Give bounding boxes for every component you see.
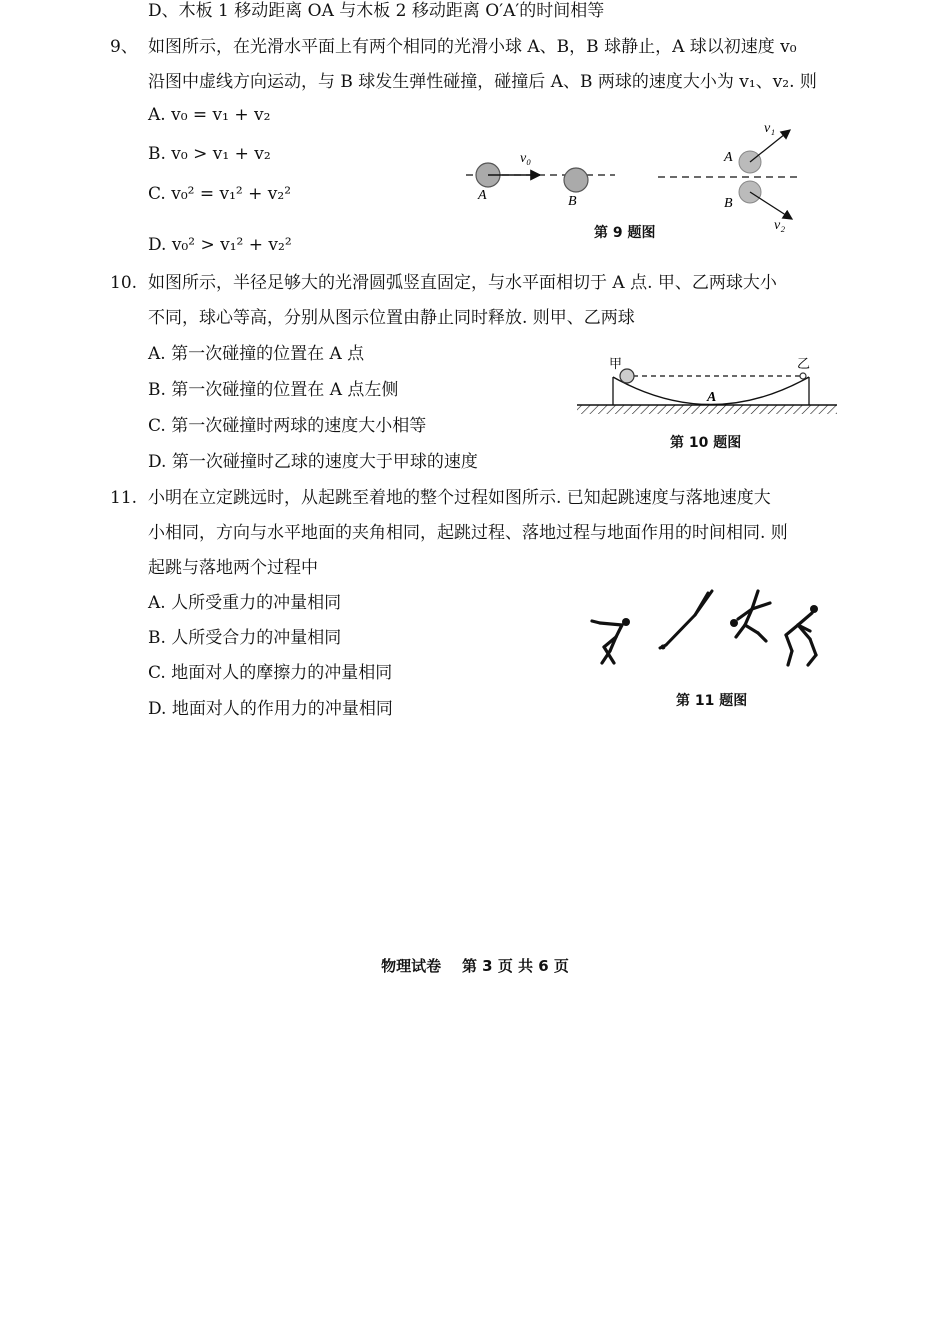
q11-stem-line3: 起跳与落地两个过程中 xyxy=(148,558,318,578)
q9-label-v1: v₁ xyxy=(764,121,776,136)
q9-label-b-right: B xyxy=(724,196,733,211)
q11-stem-line1: 小明在立定跳远时，从起跳至着地的整个过程如图所示. 已知起跳速度与落地速度大 xyxy=(148,488,771,508)
q10-ground-hatch xyxy=(577,405,837,414)
q11-number: 11. xyxy=(110,488,138,508)
q10-ball-yi xyxy=(800,373,806,379)
q9-number: 9、 xyxy=(110,37,138,57)
q9-option-d: D. v₀² > v₁² + v₂² xyxy=(148,235,292,255)
q10-caption: 第 10 题图 xyxy=(670,435,742,451)
q10-label-yi: 乙 xyxy=(797,357,811,372)
q11-caption: 第 11 题图 xyxy=(676,693,748,709)
q10-option-b: B. 第一次碰撞的位置在 A 点左侧 xyxy=(148,380,399,400)
q10-ball-jia xyxy=(620,369,634,383)
q9-label-v0: v₀ xyxy=(520,151,532,166)
q9-ball-b-before xyxy=(564,168,588,192)
q10-label-jia: 甲 xyxy=(609,357,623,372)
q11-option-c: C. 地面对人的摩擦力的冲量相同 xyxy=(148,663,393,683)
q10-figure xyxy=(575,352,840,422)
q11-option-a: A. 人所受重力的冲量相同 xyxy=(148,593,342,613)
q10-stem-line1: 如图所示，半径足够大的光滑圆弧竖直固定，与水平面相切于 A 点. 甲、乙两球大小 xyxy=(148,273,777,293)
q11-stem-line2: 小相同，方向与水平地面的夹角相同，起跳过程、落地过程与地面作用的时间相同. 则 xyxy=(148,523,788,543)
jumper-takeoff xyxy=(660,591,712,650)
q9-option-c: C. v₀² = v₁² + v₂² xyxy=(148,184,292,204)
q11-figure xyxy=(590,585,830,670)
q9-stem-line2: 沿图中虚线方向运动，与 B 球发生弹性碰撞，碰撞后 A、B 两球的速度大小为 v₁、v₂. 则 xyxy=(148,72,817,92)
q10-option-d: D. 第一次碰撞时乙球的速度大于甲球的速度 xyxy=(148,452,478,472)
jumper-crouch xyxy=(592,618,630,663)
q9-label-v2: v₂ xyxy=(774,218,786,233)
q10-stem-line2: 不同，球心等高，分别从图示位置由静止同时释放. 则甲、乙两球 xyxy=(148,308,635,328)
jumper-flight xyxy=(730,591,770,641)
page-footer: 物理试卷 第 3 页 共 6 页 xyxy=(381,957,569,975)
q9-option-a: A. v₀ = v₁ + v₂ xyxy=(148,105,271,125)
q9-option-b: B. v₀ > v₁ + v₂ xyxy=(148,144,271,164)
q9-caption: 第 9 题图 xyxy=(594,225,656,241)
q11-option-b: B. 人所受合力的冲量相同 xyxy=(148,628,342,648)
q9-label-a-left: A xyxy=(478,188,487,203)
jumper-landing xyxy=(786,605,818,665)
q10-number: 10. xyxy=(110,273,138,293)
q10-option-a: A. 第一次碰撞的位置在 A 点 xyxy=(148,344,365,364)
q9-v2-arrow xyxy=(750,192,792,219)
q11-option-d: D. 地面对人的作用力的冲量相同 xyxy=(148,699,393,719)
q9-label-a-right: A xyxy=(724,150,733,165)
q10-option-c: C. 第一次碰撞时两球的速度大小相等 xyxy=(148,416,427,436)
q9-stem-line1: 如图所示，在光滑水平面上有两个相同的光滑小球 A、B，B 球静止，A 球以初速度 v₀ xyxy=(148,37,797,57)
q9-label-b-left: B xyxy=(568,194,577,209)
q8-option-d: D、木板 1 移动距离 OA 与木板 2 移动距离 O′A′的时间相等 xyxy=(148,1,605,21)
q10-label-a: A xyxy=(707,390,717,405)
